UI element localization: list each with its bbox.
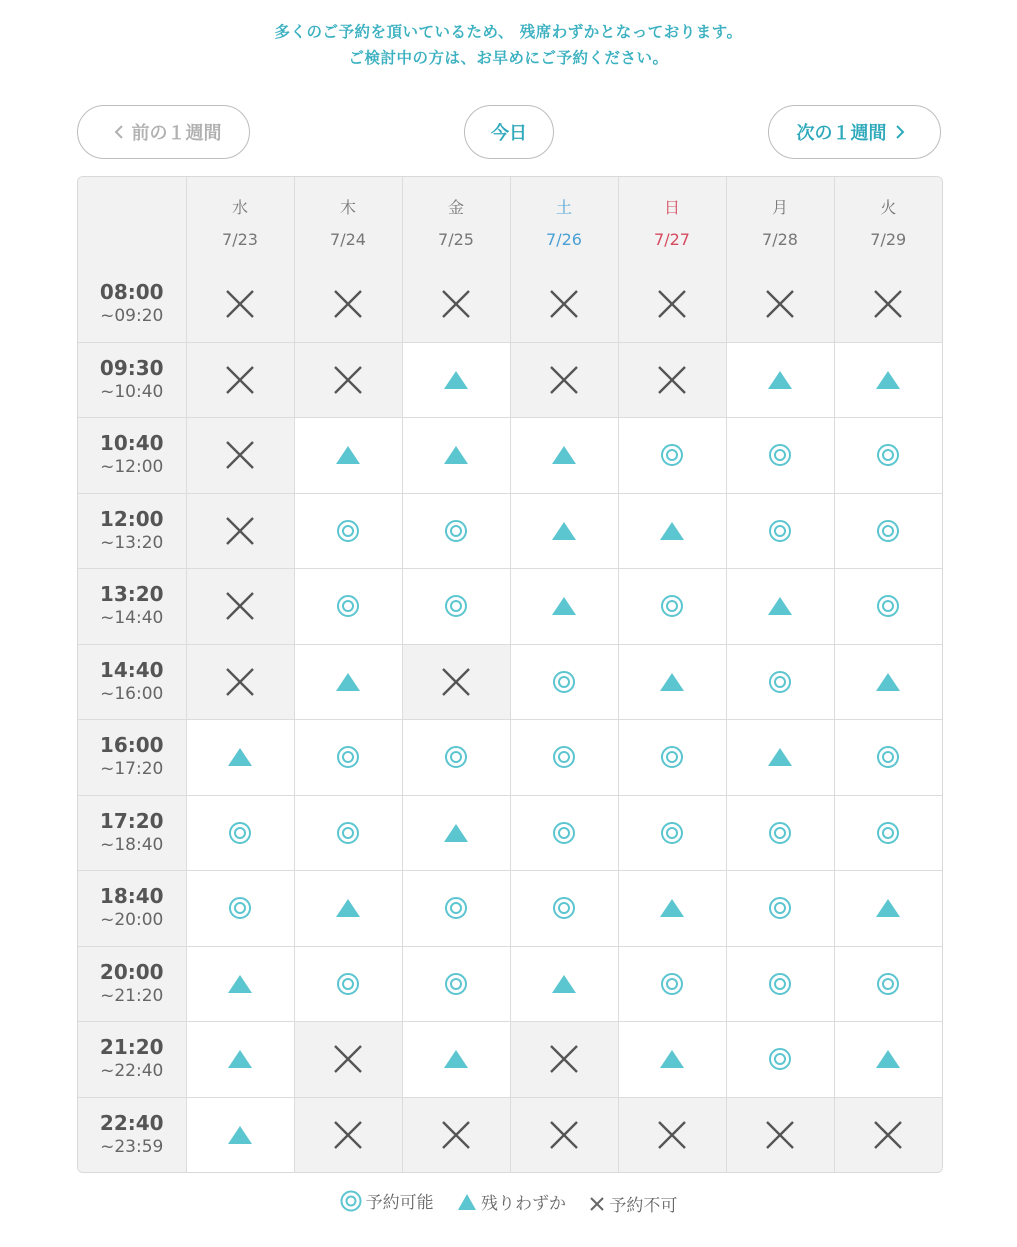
cross-icon xyxy=(224,590,256,622)
slot-cell-available[interactable] xyxy=(186,795,294,871)
slot-cell-available[interactable] xyxy=(618,720,726,796)
prev-week-button[interactable] xyxy=(77,105,250,159)
slot-start-time: 09:30 xyxy=(99,355,164,380)
double-circle-icon xyxy=(876,519,900,543)
day-date: 7/27 xyxy=(654,230,690,249)
cross-icon xyxy=(332,1119,364,1151)
day-header xyxy=(618,177,726,267)
cross-icon xyxy=(224,666,256,698)
double-circle-icon xyxy=(336,972,360,996)
notice-line-1: 多くのご予約を頂いているため、 残席わずかとなっております。 xyxy=(274,23,743,41)
double-circle-icon xyxy=(768,519,792,543)
triangle-icon xyxy=(659,671,685,693)
slot-cell-full xyxy=(618,342,726,418)
time-cell xyxy=(78,644,186,720)
slot-cell-few[interactable] xyxy=(834,342,942,418)
slot-cell-available[interactable] xyxy=(834,946,942,1022)
day-weekday: 木 xyxy=(339,198,356,217)
slot-cell-full xyxy=(726,1097,834,1172)
slot-cell-full xyxy=(294,1022,402,1098)
slot-cell-few[interactable] xyxy=(186,1022,294,1098)
cross-icon xyxy=(332,288,364,320)
slot-cell-full xyxy=(186,493,294,569)
cross-icon xyxy=(656,364,688,396)
slot-start-time: 21:20 xyxy=(99,1035,164,1060)
slot-cell-few[interactable] xyxy=(618,493,726,569)
double-circle-icon xyxy=(660,594,684,618)
slot-cell-full xyxy=(726,267,834,342)
slot-cell-full xyxy=(618,1097,726,1172)
slot-cell-full xyxy=(510,1097,618,1172)
day-header xyxy=(510,177,618,267)
triangle-icon xyxy=(875,1048,901,1070)
slot-end-time: ~22:40 xyxy=(100,1061,164,1082)
slot-start-time: 12:00 xyxy=(99,506,164,531)
slot-cell-available[interactable] xyxy=(726,1022,834,1098)
double-circle-icon xyxy=(444,519,468,543)
double-circle-icon xyxy=(768,896,792,920)
cross-icon xyxy=(548,1119,580,1151)
chevron-right-icon xyxy=(893,123,907,141)
legend-available xyxy=(340,1188,434,1213)
slot-cell-available[interactable] xyxy=(618,569,726,645)
legend-few-label: 残りわずか xyxy=(481,1194,566,1214)
slot-cell-available[interactable] xyxy=(726,644,834,720)
cross-icon xyxy=(656,288,688,320)
slot-start-time: 18:40 xyxy=(99,884,164,909)
day-date: 7/23 xyxy=(222,230,258,249)
slot-end-time: ~21:20 xyxy=(100,985,164,1006)
double-circle-icon xyxy=(876,443,900,467)
slot-cell-few[interactable] xyxy=(402,795,510,871)
slot-cell-available[interactable] xyxy=(294,720,402,796)
double-circle-icon xyxy=(552,670,576,694)
slot-cell-available[interactable] xyxy=(834,493,942,569)
slot-end-time: ~17:20 xyxy=(100,759,164,780)
slot-cell-available[interactable] xyxy=(834,795,942,871)
cross-icon xyxy=(224,515,256,547)
slot-cell-full xyxy=(510,1022,618,1098)
slot-cell-few[interactable] xyxy=(402,418,510,494)
time-cell xyxy=(78,1022,186,1098)
slot-end-time: ~23:59 xyxy=(100,1136,164,1157)
double-circle-icon xyxy=(768,972,792,996)
legend-full-label: 予約不可 xyxy=(609,1196,678,1216)
double-circle-icon xyxy=(768,670,792,694)
schedule-body xyxy=(78,267,942,1172)
slot-cell-few[interactable] xyxy=(834,1022,942,1098)
double-circle-icon xyxy=(768,443,792,467)
slot-cell-full xyxy=(294,342,402,418)
slot-cell-full xyxy=(294,1097,402,1172)
cross-icon xyxy=(548,364,580,396)
time-cell xyxy=(78,418,186,494)
day-weekday: 土 xyxy=(555,198,572,217)
cross-icon xyxy=(440,666,472,698)
double-circle-icon xyxy=(768,1047,792,1071)
double-circle-icon xyxy=(444,745,468,769)
slot-cell-available[interactable] xyxy=(510,644,618,720)
slot-end-time: ~13:20 xyxy=(100,532,164,553)
slot-cell-available[interactable] xyxy=(834,720,942,796)
day-weekday: 金 xyxy=(447,198,464,217)
slot-cell-available[interactable] xyxy=(834,418,942,494)
slot-cell-few[interactable] xyxy=(726,569,834,645)
slot-cell-few[interactable] xyxy=(834,871,942,947)
slot-cell-few[interactable] xyxy=(186,946,294,1022)
slot-cell-few[interactable] xyxy=(510,493,618,569)
next-week-button[interactable] xyxy=(768,105,941,159)
slot-cell-few[interactable] xyxy=(618,871,726,947)
double-circle-icon xyxy=(660,821,684,845)
time-slot-row xyxy=(78,342,942,418)
slot-cell-full xyxy=(186,644,294,720)
slot-cell-available[interactable] xyxy=(726,795,834,871)
slot-end-time: ~16:00 xyxy=(100,683,164,704)
triangle-icon xyxy=(551,973,577,995)
time-slot-row xyxy=(78,569,942,645)
next-week-label: 次の１週間 xyxy=(796,123,887,144)
double-circle-icon xyxy=(660,972,684,996)
day-date: 7/26 xyxy=(546,230,582,249)
time-cell xyxy=(78,946,186,1022)
schedule-grid xyxy=(77,176,943,1173)
slot-cell-available[interactable] xyxy=(294,493,402,569)
slot-start-time: 10:40 xyxy=(99,431,164,456)
slot-cell-available[interactable] xyxy=(510,871,618,947)
slot-cell-available[interactable] xyxy=(510,720,618,796)
triangle-icon xyxy=(659,897,685,919)
triangle-icon xyxy=(767,595,793,617)
slot-cell-available[interactable] xyxy=(618,946,726,1022)
triangle-icon xyxy=(227,746,253,768)
triangle-icon xyxy=(335,897,361,919)
triangle-icon xyxy=(457,1192,477,1212)
triangle-icon xyxy=(659,1048,685,1070)
slot-start-time: 08:00 xyxy=(99,280,164,305)
cross-icon xyxy=(440,288,472,320)
slot-cell-full xyxy=(834,267,942,342)
slot-cell-full xyxy=(510,267,618,342)
slot-end-time: ~14:40 xyxy=(100,608,164,629)
double-circle-icon xyxy=(336,745,360,769)
triangle-icon xyxy=(551,444,577,466)
today-button[interactable] xyxy=(464,105,554,159)
availability-notice xyxy=(0,19,1017,71)
slot-cell-few[interactable] xyxy=(186,720,294,796)
slot-start-time: 17:20 xyxy=(99,808,164,833)
double-circle-icon xyxy=(228,821,252,845)
slot-cell-available[interactable] xyxy=(186,871,294,947)
slot-cell-available[interactable] xyxy=(618,418,726,494)
slot-cell-full xyxy=(510,342,618,418)
time-cell xyxy=(78,871,186,947)
double-circle-icon xyxy=(444,896,468,920)
time-slot-row xyxy=(78,418,942,494)
day-weekday: 水 xyxy=(231,198,248,217)
double-circle-icon xyxy=(552,821,576,845)
time-cell xyxy=(78,720,186,796)
double-circle-icon xyxy=(660,443,684,467)
slot-cell-full xyxy=(834,1097,942,1172)
time-slot-row xyxy=(78,267,942,342)
slot-cell-few[interactable] xyxy=(510,418,618,494)
double-circle-icon xyxy=(660,745,684,769)
slot-cell-available[interactable] xyxy=(402,720,510,796)
time-slot-row xyxy=(78,493,942,569)
double-circle-icon xyxy=(444,594,468,618)
triangle-icon xyxy=(659,520,685,542)
slot-cell-available[interactable] xyxy=(726,946,834,1022)
triangle-icon xyxy=(335,671,361,693)
triangle-icon xyxy=(767,746,793,768)
cross-icon xyxy=(224,288,256,320)
triangle-icon xyxy=(767,369,793,391)
slot-cell-full xyxy=(618,267,726,342)
slot-cell-few[interactable] xyxy=(294,418,402,494)
day-date: 7/25 xyxy=(438,230,474,249)
slot-cell-full xyxy=(402,644,510,720)
today-label: 今日 xyxy=(491,123,527,144)
slot-cell-available[interactable] xyxy=(294,795,402,871)
schedule-table xyxy=(78,177,942,1172)
slot-end-time: ~10:40 xyxy=(100,381,164,402)
corner-cell xyxy=(78,177,186,267)
slot-cell-few[interactable] xyxy=(618,644,726,720)
slot-cell-available[interactable] xyxy=(402,569,510,645)
slot-cell-few[interactable] xyxy=(726,720,834,796)
double-circle-icon xyxy=(876,594,900,618)
time-cell xyxy=(78,1097,186,1172)
triangle-icon xyxy=(875,671,901,693)
day-header xyxy=(402,177,510,267)
double-circle-icon xyxy=(228,896,252,920)
time-slot-row xyxy=(78,644,942,720)
slot-cell-available[interactable] xyxy=(726,871,834,947)
triangle-icon xyxy=(875,897,901,919)
slot-end-time: ~09:20 xyxy=(100,306,164,327)
cross-icon xyxy=(548,288,580,320)
time-slot-row xyxy=(78,871,942,947)
day-date: 7/28 xyxy=(762,230,798,249)
triangle-icon xyxy=(551,520,577,542)
time-slot-row xyxy=(78,1022,942,1098)
day-weekday: 日 xyxy=(663,198,680,217)
slot-cell-available[interactable] xyxy=(510,795,618,871)
slot-cell-few[interactable] xyxy=(510,946,618,1022)
triangle-icon xyxy=(227,973,253,995)
slot-start-time: 22:40 xyxy=(99,1110,164,1135)
slot-cell-available[interactable] xyxy=(618,795,726,871)
day-header xyxy=(294,177,402,267)
triangle-icon xyxy=(227,1124,253,1146)
double-circle-icon xyxy=(876,821,900,845)
slot-start-time: 16:00 xyxy=(99,733,164,758)
slot-cell-full xyxy=(402,267,510,342)
notice-line-2: ご検討中の方は、お早めにご予約ください。 xyxy=(348,49,669,67)
slot-end-time: ~18:40 xyxy=(100,834,164,855)
slot-cell-available[interactable] xyxy=(726,418,834,494)
legend-available-label: 予約可能 xyxy=(365,1193,434,1213)
chevron-left-icon xyxy=(112,123,126,141)
time-slot-row xyxy=(78,1097,942,1172)
legend xyxy=(0,1188,1017,1217)
day-date: 7/24 xyxy=(330,230,366,249)
day-weekday: 火 xyxy=(880,198,897,217)
cross-icon xyxy=(656,1119,688,1151)
cross-icon xyxy=(332,1043,364,1075)
slot-cell-few[interactable] xyxy=(510,569,618,645)
cross-icon xyxy=(764,288,796,320)
triangle-icon xyxy=(443,444,469,466)
slot-start-time: 20:00 xyxy=(99,959,164,984)
double-circle-icon xyxy=(336,594,360,618)
slot-cell-available[interactable] xyxy=(726,493,834,569)
slot-cell-full xyxy=(186,418,294,494)
triangle-icon xyxy=(443,369,469,391)
time-slot-row xyxy=(78,720,942,796)
double-circle-icon xyxy=(336,821,360,845)
double-circle-icon xyxy=(876,745,900,769)
prev-week-label: 前の１週間 xyxy=(131,123,222,144)
slot-cell-few[interactable] xyxy=(726,342,834,418)
slot-cell-available[interactable] xyxy=(402,493,510,569)
slot-end-time: ~20:00 xyxy=(100,910,164,931)
slot-end-time: ~12:00 xyxy=(100,457,164,478)
time-cell xyxy=(78,267,186,342)
slot-cell-full xyxy=(186,342,294,418)
slot-cell-full xyxy=(186,267,294,342)
cross-icon xyxy=(548,1043,580,1075)
day-header xyxy=(834,177,942,267)
slot-cell-few[interactable] xyxy=(834,644,942,720)
slot-cell-full xyxy=(402,1097,510,1172)
cross-icon xyxy=(872,1119,904,1151)
double-circle-icon xyxy=(768,821,792,845)
double-circle-icon xyxy=(552,745,576,769)
cross-icon xyxy=(224,439,256,471)
slot-cell-available[interactable] xyxy=(834,569,942,645)
slot-cell-few[interactable] xyxy=(294,644,402,720)
slot-cell-available[interactable] xyxy=(294,946,402,1022)
slot-start-time: 13:20 xyxy=(99,582,164,607)
slot-cell-few[interactable] xyxy=(186,1097,294,1172)
slot-cell-available[interactable] xyxy=(402,871,510,947)
double-circle-icon xyxy=(552,896,576,920)
slot-cell-full xyxy=(186,569,294,645)
triangle-icon xyxy=(443,822,469,844)
header-row xyxy=(78,177,942,267)
double-circle-icon xyxy=(336,519,360,543)
cross-icon xyxy=(764,1119,796,1151)
slot-cell-available[interactable] xyxy=(402,946,510,1022)
slot-cell-full xyxy=(294,267,402,342)
cross-icon xyxy=(224,364,256,396)
day-header xyxy=(726,177,834,267)
time-cell xyxy=(78,569,186,645)
legend-few xyxy=(457,1189,566,1214)
legend-full xyxy=(589,1191,677,1216)
time-cell xyxy=(78,795,186,871)
time-slot-row xyxy=(78,795,942,871)
time-cell xyxy=(78,342,186,418)
cross-icon xyxy=(872,288,904,320)
triangle-icon xyxy=(227,1048,253,1070)
slot-cell-few[interactable] xyxy=(294,871,402,947)
day-date: 7/29 xyxy=(870,230,907,249)
double-circle-icon xyxy=(444,972,468,996)
slot-start-time: 14:40 xyxy=(99,657,164,682)
day-weekday: 月 xyxy=(771,198,788,217)
triangle-icon xyxy=(443,1048,469,1070)
cross-icon xyxy=(589,1196,605,1212)
slot-cell-few[interactable] xyxy=(618,1022,726,1098)
day-header xyxy=(186,177,294,267)
slot-cell-few[interactable] xyxy=(402,1022,510,1098)
cross-icon xyxy=(332,364,364,396)
slot-cell-available[interactable] xyxy=(294,569,402,645)
triangle-icon xyxy=(875,369,901,391)
cross-icon xyxy=(440,1119,472,1151)
slot-cell-few[interactable] xyxy=(402,342,510,418)
time-slot-row xyxy=(78,946,942,1022)
time-cell xyxy=(78,493,186,569)
double-circle-icon xyxy=(876,972,900,996)
triangle-icon xyxy=(551,595,577,617)
double-circle-icon xyxy=(340,1190,362,1212)
triangle-icon xyxy=(335,444,361,466)
